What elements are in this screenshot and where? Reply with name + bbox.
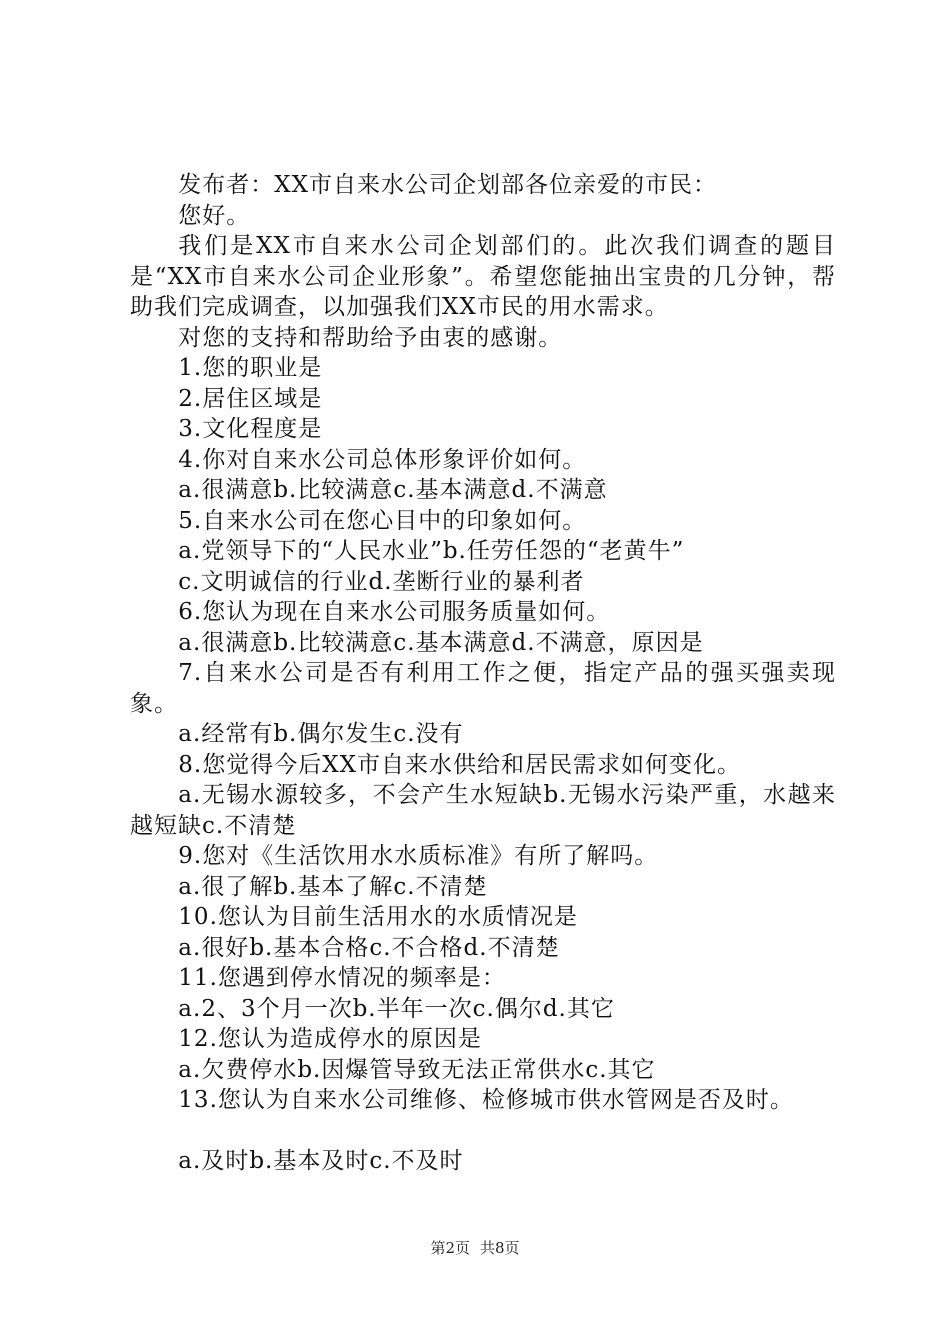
question-5-options-a-b: a.党领导下的“人民水业”b.任劳任怨的“老黄牛” xyxy=(178,538,685,564)
question-7: 7.自来水公司是否有利用工作之便，指定产品的强买强卖现象。 xyxy=(130,660,836,717)
question-1: 1.您的职业是 xyxy=(178,355,323,381)
question-9-options: a.很了解b.基本了解c.不清楚 xyxy=(178,873,488,900)
question-13-options: a.及时b.基本及时c.不及时 xyxy=(178,1148,464,1174)
question-10: 10.您认为目前生活用水的水质情况是 xyxy=(178,904,578,930)
question-4: 4.你对自来水公司总体形象评价如何。 xyxy=(178,446,587,473)
question-12-options: a.欠费停水b.因爆管导致无法正常供水c.其它 xyxy=(178,1056,656,1083)
greeting: 您好。 xyxy=(178,202,251,229)
question-9: 9.您对《生活饮用水水质标准》有所了解吗。 xyxy=(178,843,659,869)
question-12: 12.您认为造成停水的原因是 xyxy=(178,1026,482,1052)
question-13: 13.您认为自来水公司维修、检修城市供水管网是否及时。 xyxy=(178,1087,794,1113)
page-number: 第2页 xyxy=(430,1239,470,1257)
question-11: 11.您遇到停水情况的频率是： xyxy=(178,965,506,991)
question-10-options: a.很好b.基本合格c.不合格d.不清楚 xyxy=(178,934,560,961)
intro-paragraph: 我们是XX市自来水公司企划部们的。此次我们调查的题目是“XX市自来水公司企业形象”。希望您能抽出宝贵的几分钟，帮助我们完成调查，以加强我们XX市民的用水需求。 xyxy=(130,233,836,320)
blank-line xyxy=(130,1116,836,1147)
question-11-options: a.2、3个月一次b.半年一次c.偶尔d.其它 xyxy=(178,995,615,1022)
question-5: 5.自来水公司在您心目中的印象如何。 xyxy=(178,507,587,534)
question-3: 3.文化程度是 xyxy=(178,416,323,442)
question-2: 2.居住区域是 xyxy=(178,385,323,412)
question-5-options-c-d: c.文明诚信的行业d.垄断行业的暴利者 xyxy=(178,568,585,595)
question-8: 8.您觉得今后XX市自来水供给和居民需求如何变化。 xyxy=(178,751,741,778)
thanks-line: 对您的支持和帮助给予由衷的感谢。 xyxy=(178,324,563,351)
page-total: 共8页 xyxy=(480,1239,520,1257)
question-6: 6.您认为现在自来水公司服务质量如何。 xyxy=(178,599,611,625)
publisher-line: 发布者：XX市自来水公司企划部各位亲爱的市民： xyxy=(178,172,718,198)
question-7-options: a.经常有b.偶尔发生c.没有 xyxy=(178,721,464,747)
question-4-options: a.很满意b.比较满意c.基本满意d.不满意 xyxy=(178,477,608,503)
page-footer xyxy=(0,1238,950,1258)
question-6-options: a.很满意b.比较满意c.基本满意d.不满意，原因是 xyxy=(178,629,704,656)
document-body xyxy=(130,170,836,1177)
question-8-options: a.无锡水源较多，不会产生水短缺b.无锡水污染严重，水越来越短缺c.不清楚 xyxy=(130,782,836,839)
